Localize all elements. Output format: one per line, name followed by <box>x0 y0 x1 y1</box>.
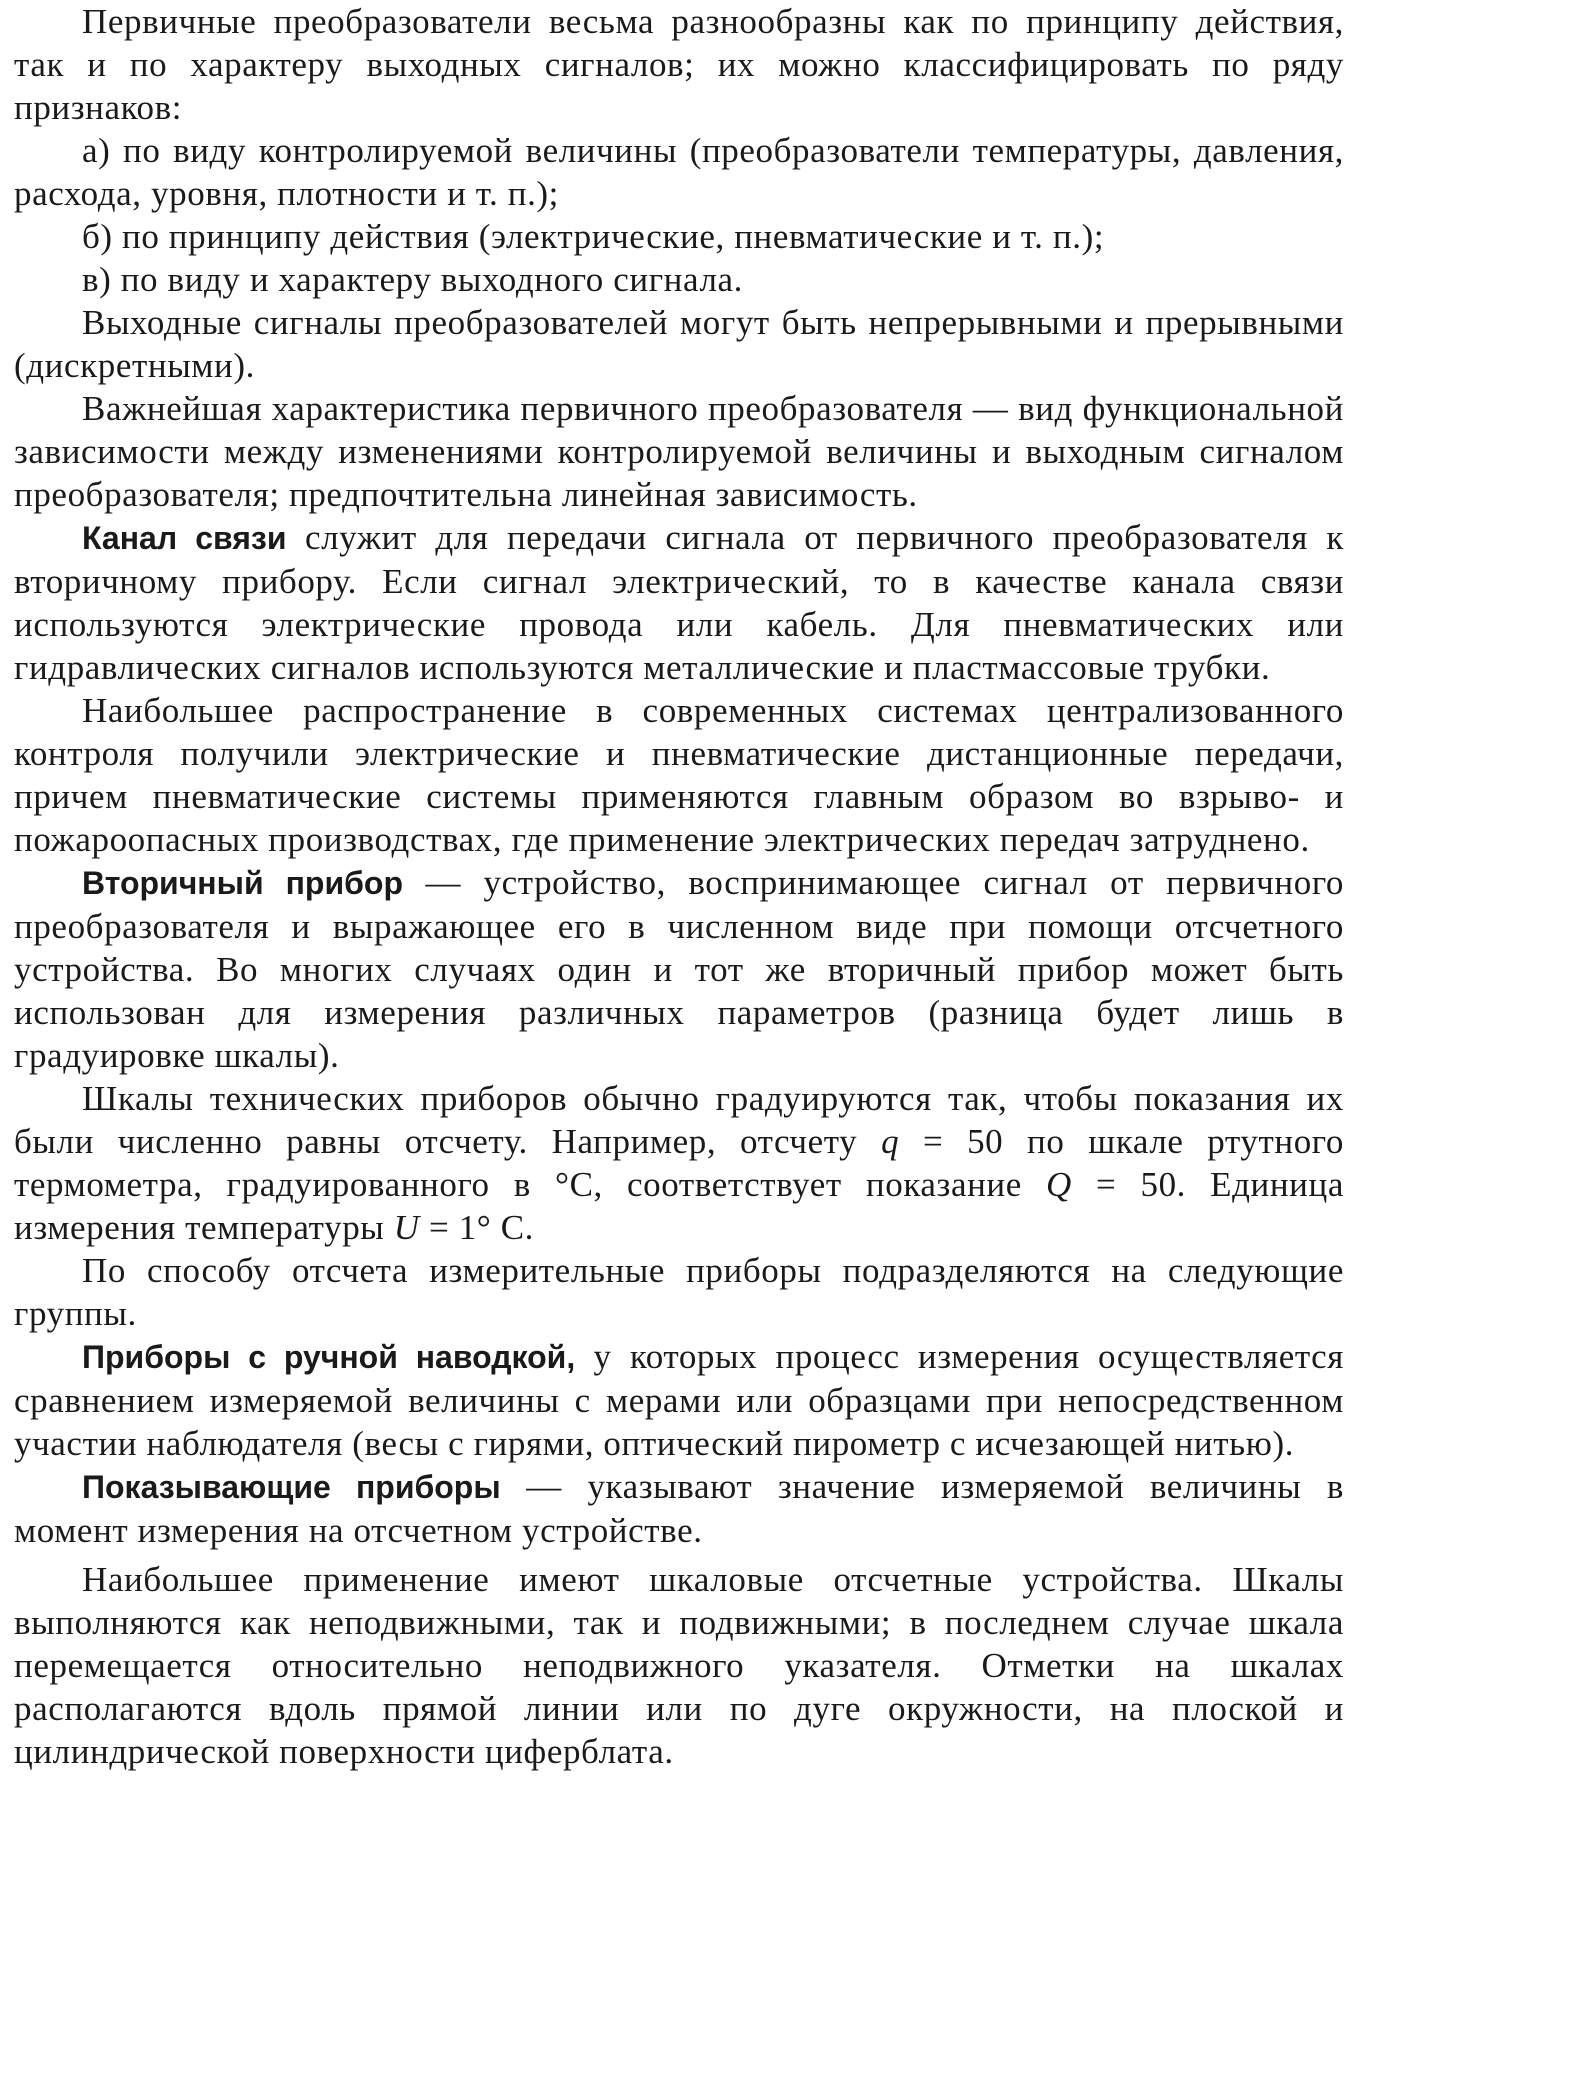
paragraph-secondary-device <box>14 861 1344 1077</box>
paragraph-text: Наибольшее распространение в современных системах централизованного контроля получили электрические и пневматические дистанционные передачи, причем пневматические системы применяются главным образом во взрыво- и пожароопасных производствах, где применение электрических передач затруднено. <box>14 691 1344 859</box>
term-manual-devices: Приборы с ручной наводкой, <box>82 1339 576 1375</box>
paragraph <box>14 0 1344 129</box>
paragraph-channel <box>14 516 1344 689</box>
paragraph-text: = 1° С. <box>419 1208 535 1247</box>
paragraph <box>14 387 1344 516</box>
paragraph-manual-devices <box>14 1335 1344 1465</box>
paragraph-text: б) по принципу действия (электрические, пневматические и т. п.); <box>82 217 1105 256</box>
paragraph-scales <box>14 1077 1344 1249</box>
variable-U: U <box>393 1208 420 1247</box>
term-indicating-devices: Показывающие приборы <box>82 1469 501 1505</box>
paragraph <box>14 301 1344 387</box>
paragraph-text: служит для передачи сигнала от первичного преобразователя к вторичному прибору. Если сигнал электрический, то в качестве канала связи используются электрические провода или кабель. Для пневматических или гидравлических сигналов используются металлические и пластмассовые трубки. <box>14 518 1345 687</box>
paragraph <box>14 1558 1344 1773</box>
paragraph-text: Шкалы технических приборов обычно градуируются так, чтобы показания их были численно равны отсчету. Например, отсчету <box>14 1079 1344 1161</box>
paragraph-text: = 50. Единица измерения температуры <box>14 1165 1344 1247</box>
paragraph-text: в) по виду и характеру выходного сигнала. <box>82 260 743 299</box>
list-item-b <box>14 215 1344 258</box>
list-item-a <box>14 129 1344 215</box>
term-channel: Канал связи <box>82 520 287 556</box>
term-secondary-device: Вторичный прибор <box>82 865 404 901</box>
paragraph-text: Важнейшая характеристика первичного преобразователя — вид функциональной зависимости между изменениями контролируемой величины и выходным сигналом преобразователя; предпочтительна линейная зависимость. <box>14 389 1344 514</box>
paragraph-indicating-devices <box>14 1465 1344 1552</box>
paragraph-text: Выходные сигналы преобразователей могут быть непрерывными и прерывными (дискретными). <box>14 303 1344 385</box>
paragraph-text: Наибольшее применение имеют шкаловые отсчетные устройства. Шкалы выполняются как неподвижными, так и подвижными; в последнем случае шкала перемещается относительно неподвижного указателя. Отметки на шкалах располагаются вдоль прямой линии или по дуге окружности, на плоской и цилиндрической поверхности циферблата. <box>14 1560 1344 1771</box>
list-item-c <box>14 258 1344 301</box>
paragraph-text: По способу отсчета измерительные приборы подразделяются на следующие группы. <box>14 1251 1344 1333</box>
paragraph-text: — указывают значение измеряемой величины в момент измерения на отсчетном устройстве. <box>14 1467 1345 1550</box>
paragraph-text: Первичные преобразователи весьма разнообразны как по принципу действия, так и по характеру выходных сигналов; их можно классифицировать по ряду признаков: <box>14 2 1344 127</box>
variable-q: q <box>881 1122 900 1161</box>
variable-Q: Q <box>1046 1165 1072 1204</box>
paragraph <box>14 1249 1344 1335</box>
paragraph-text: а) по виду контролируемой величины (преобразователи температуры, давления, расхода, уровня, плотности и т. п.); <box>14 131 1344 213</box>
page-body <box>14 0 1344 1773</box>
paragraph-text: у которых процесс измерения осуществляется сравнением измеряемой величины с мерами или образцами при непосредственном участии наблюдателя (весы с гирями, оптический пирометр с исчезающей нитью). <box>14 1337 1345 1463</box>
paragraph-text: — устройство, воспринимающее сигнал от первичного преобразователя и выражающее его в численном виде при помощи отсчетного устройства. Во многих случаях один и тот же вторичный прибор может быть использован для измерения различных параметров (разница будет лишь в градуировке шкалы). <box>14 863 1345 1075</box>
paragraph <box>14 689 1344 861</box>
paragraph-text: = 50 по шкале ртутного термометра, градуированного в °С, соответствует показание <box>14 1122 1344 1204</box>
